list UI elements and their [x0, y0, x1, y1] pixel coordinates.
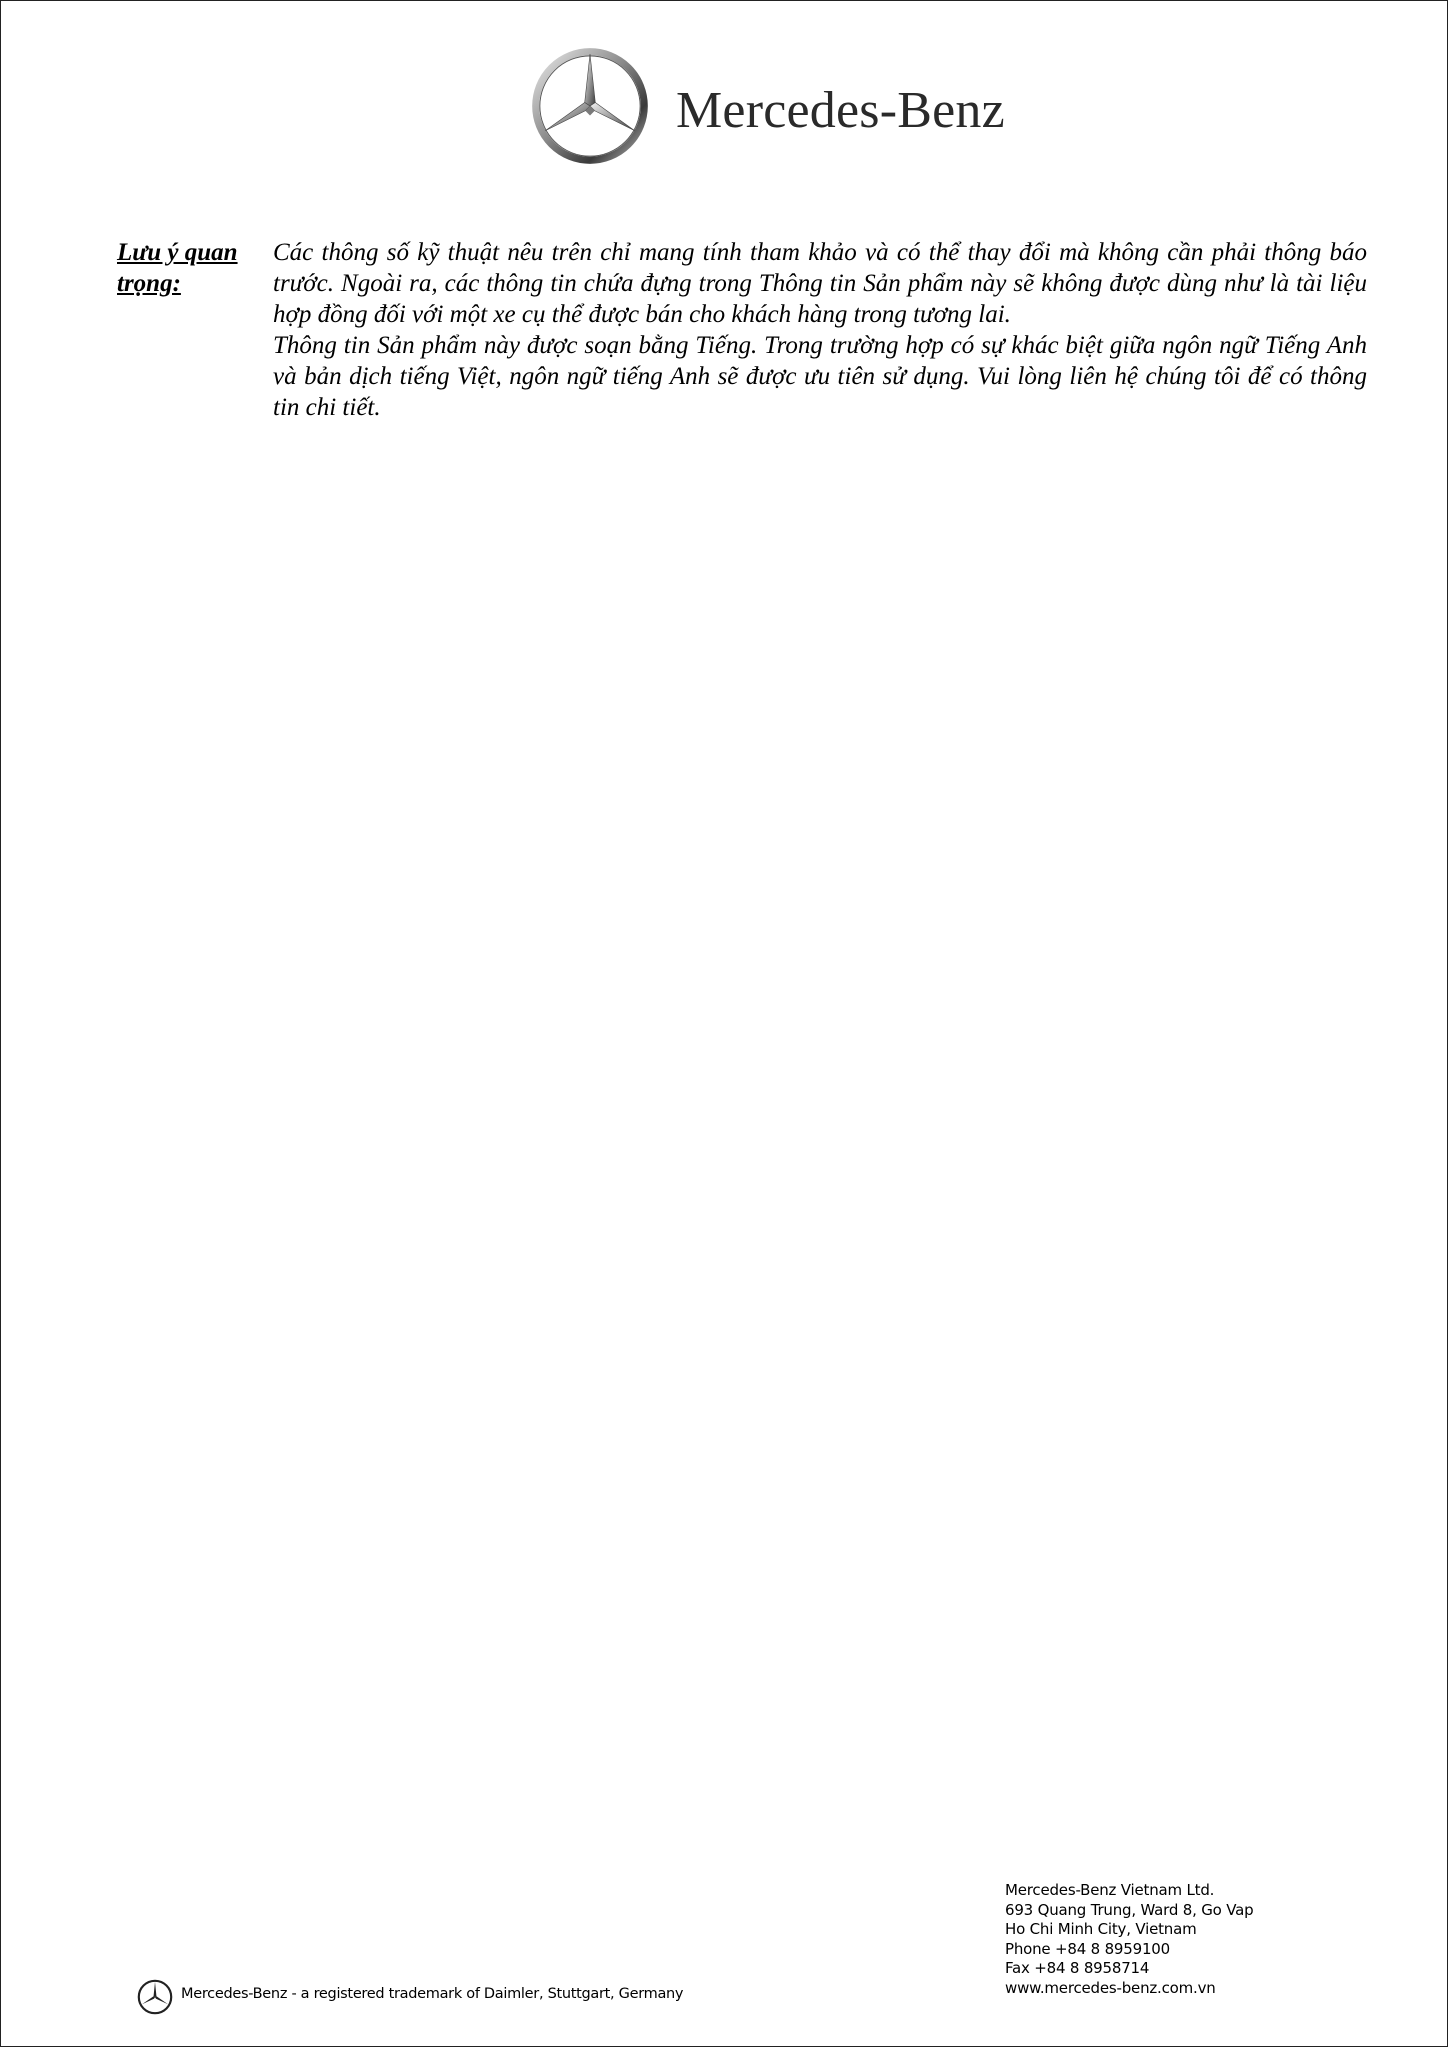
- mercedes-star-icon: [531, 47, 649, 165]
- note-paragraph: Các thông số kỹ thuật nêu trên chỉ mang tính tham khảo và có thể thay đổi mà không cần phải thông báo trước. Ngoài ra, các thông tin chứa đựng trong Thông tin Sản phẩm này sẽ không được dùng như là tài liệu hợp đồng đối với một xe cụ thể được bán cho khách hàng trong tương lai.: [273, 239, 1367, 328]
- trademark-notice: Mercedes-Benz - a registered trademark of Daimler, Stuttgart, Germany: [181, 1986, 684, 2002]
- address-line: Fax +84 8 8958714: [1005, 1959, 1150, 1977]
- important-note-body: [273, 237, 1367, 423]
- company-address: [1005, 1881, 1253, 1998]
- address-line: Ho Chi Minh City, Vietnam: [1005, 1920, 1197, 1938]
- address-line: Mercedes-Benz Vietnam Ltd.: [1005, 1881, 1215, 1899]
- website-link[interactable]: www.mercedes-benz.com.vn: [1005, 1978, 1216, 1997]
- address-line: Phone +84 8 8959100: [1005, 1939, 1170, 1958]
- mercedes-star-icon: [137, 1979, 173, 2015]
- address-line: 693 Quang Trung, Ward 8, Go Vap: [1005, 1900, 1254, 1919]
- brand-name: Mercedes-Benz: [676, 82, 1005, 139]
- note-paragraph: Thông tin Sản phẩm này được soạn bằng Tiếng. Trong trường hợp có sự khác biệt giữa ngôn ngữ Tiếng Anh và bản dịch tiếng Việt, ngôn ngữ tiếng Anh sẽ được ưu tiên sử dụng. Vui lòng liên hệ chúng tôi để có thông tin chi tiết.: [273, 332, 1367, 421]
- important-note-label: Lưu ý quan trọng:: [117, 239, 238, 297]
